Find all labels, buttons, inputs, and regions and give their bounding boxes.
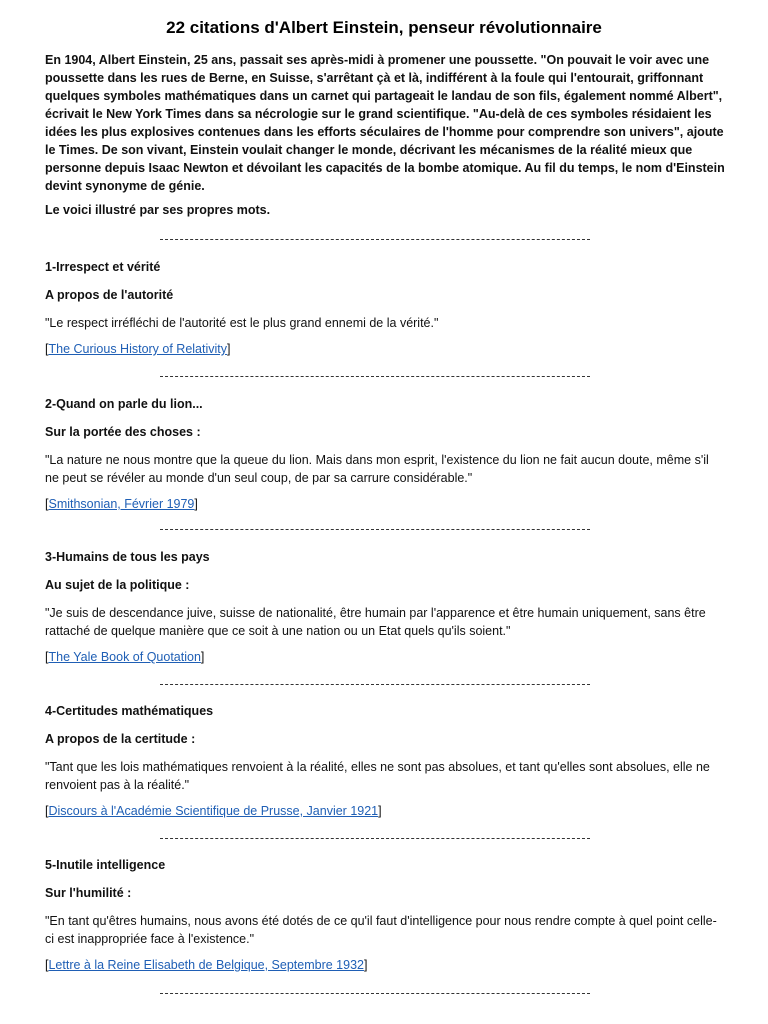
section-heading: 3-Humains de tous les pays [45,550,210,564]
section-quote: "Je suis de descendance juive, suisse de nationalité, être humain par l'apparence et être humain uniquement, sans être rattaché de quelque manière que ce soit à une nation ou un Etat quels qu'ils soient." [45,606,706,638]
quote-section-1 [45,260,725,356]
section-subheading: Au sujet de la politique : [45,578,190,592]
separator-line [160,993,590,994]
separator-line [160,684,590,685]
section-subheading: Sur l'humilité : [45,886,132,900]
section-quote: "La nature ne nous montre que la queue du lion. Mais dans mon esprit, l'existence du lion ne fait aucun doute, même s'il ne peut se révéler au monde d'un seul coup, de par sa carrure considérable." [45,453,709,485]
section-subheading: A propos de l'autorité [45,288,174,302]
source-link[interactable]: The Curious History of Relativity [48,342,228,356]
source-link[interactable]: Discours à l'Académie Scientifique de Prusse, Janvier 1921 [48,804,379,818]
page-title: 22 citations d'Albert Einstein, penseur révolutionnaire [166,18,602,37]
section-heading: 4-Certitudes mathématiques [45,704,214,718]
section-subheading: Sur la portée des choses : [45,425,201,439]
section-source: [Lettre à la Reine Elisabeth de Belgique, Septembre 1932] [45,958,368,972]
section-quote: "Le respect irréfléchi de l'autorité est le plus grand ennemi de la vérité." [45,316,439,330]
quote-section-5 [45,858,725,972]
section-source: [Discours à l'Académie Scientifique de Prusse, Janvier 1921] [45,804,382,818]
quote-section-4 [45,704,725,818]
intro-paragraph: En 1904, Albert Einstein, 25 ans, passait ses après-midi à promener une poussette. "On pouvait le voir avec une poussette dans les rues de Berne, en Suisse, s'arrêtant çà et là, indifférent à la foule qui l'entourait, griffonnant quelques symboles mathématiques dans un carnet qui partageait le landau de son fils, également nommé Albert", écrivait le New York Times dans sa nécrologie sur le grand scientifique. "Au-delà de ces symboles résidaient les idées les plus explosives contenues dans les efforts séculaires de l'homme pour comprendre son univers", ajoute le Times. De son vivant, Einstein voulait changer le monde, décrivant les mécanismes de la réalité mieux que personne depuis Isaac Newton et dévoilant les capacités de la bombe atomique. Au fil du temps, le nom d'Einstein devint synonyme de génie. [45,53,725,193]
quote-section-2 [45,397,725,511]
section-source: [The Yale Book of Quotation] [45,650,205,664]
quote-section-3 [45,550,725,664]
section-quote: "Tant que les lois mathématiques renvoient à la réalité, elles ne sont pas absolues, et tant qu'elles sont absolues, elle ne renvoient pas à la réalité." [45,760,710,792]
section-heading: 5-Inutile intelligence [45,858,166,872]
section-source: [The Curious History of Relativity] [45,342,231,356]
source-link[interactable]: Lettre à la Reine Elisabeth de Belgique, Septembre 1932 [48,958,364,972]
source-link[interactable]: Smithsonian, Février 1979 [48,497,195,511]
section-heading: 1-Irrespect et vérité [45,260,161,274]
source-link[interactable]: The Yale Book of Quotation [48,650,201,664]
separator-line [160,239,590,240]
section-subheading: A propos de la certitude : [45,732,196,746]
separator-line [160,376,590,377]
separator-line [160,838,590,839]
section-quote: "En tant qu'êtres humains, nous avons été dotés de ce qu'il faut d'intelligence pour nous rendre compte à quel point celle-ci est inappropriée face à l'existence." [45,914,717,946]
lead-sentence: Le voici illustré par ses propres mots. [45,203,271,217]
section-source: [Smithsonian, Février 1979] [45,497,198,511]
section-heading: 2-Quand on parle du lion... [45,397,203,411]
separator-line [160,529,590,530]
